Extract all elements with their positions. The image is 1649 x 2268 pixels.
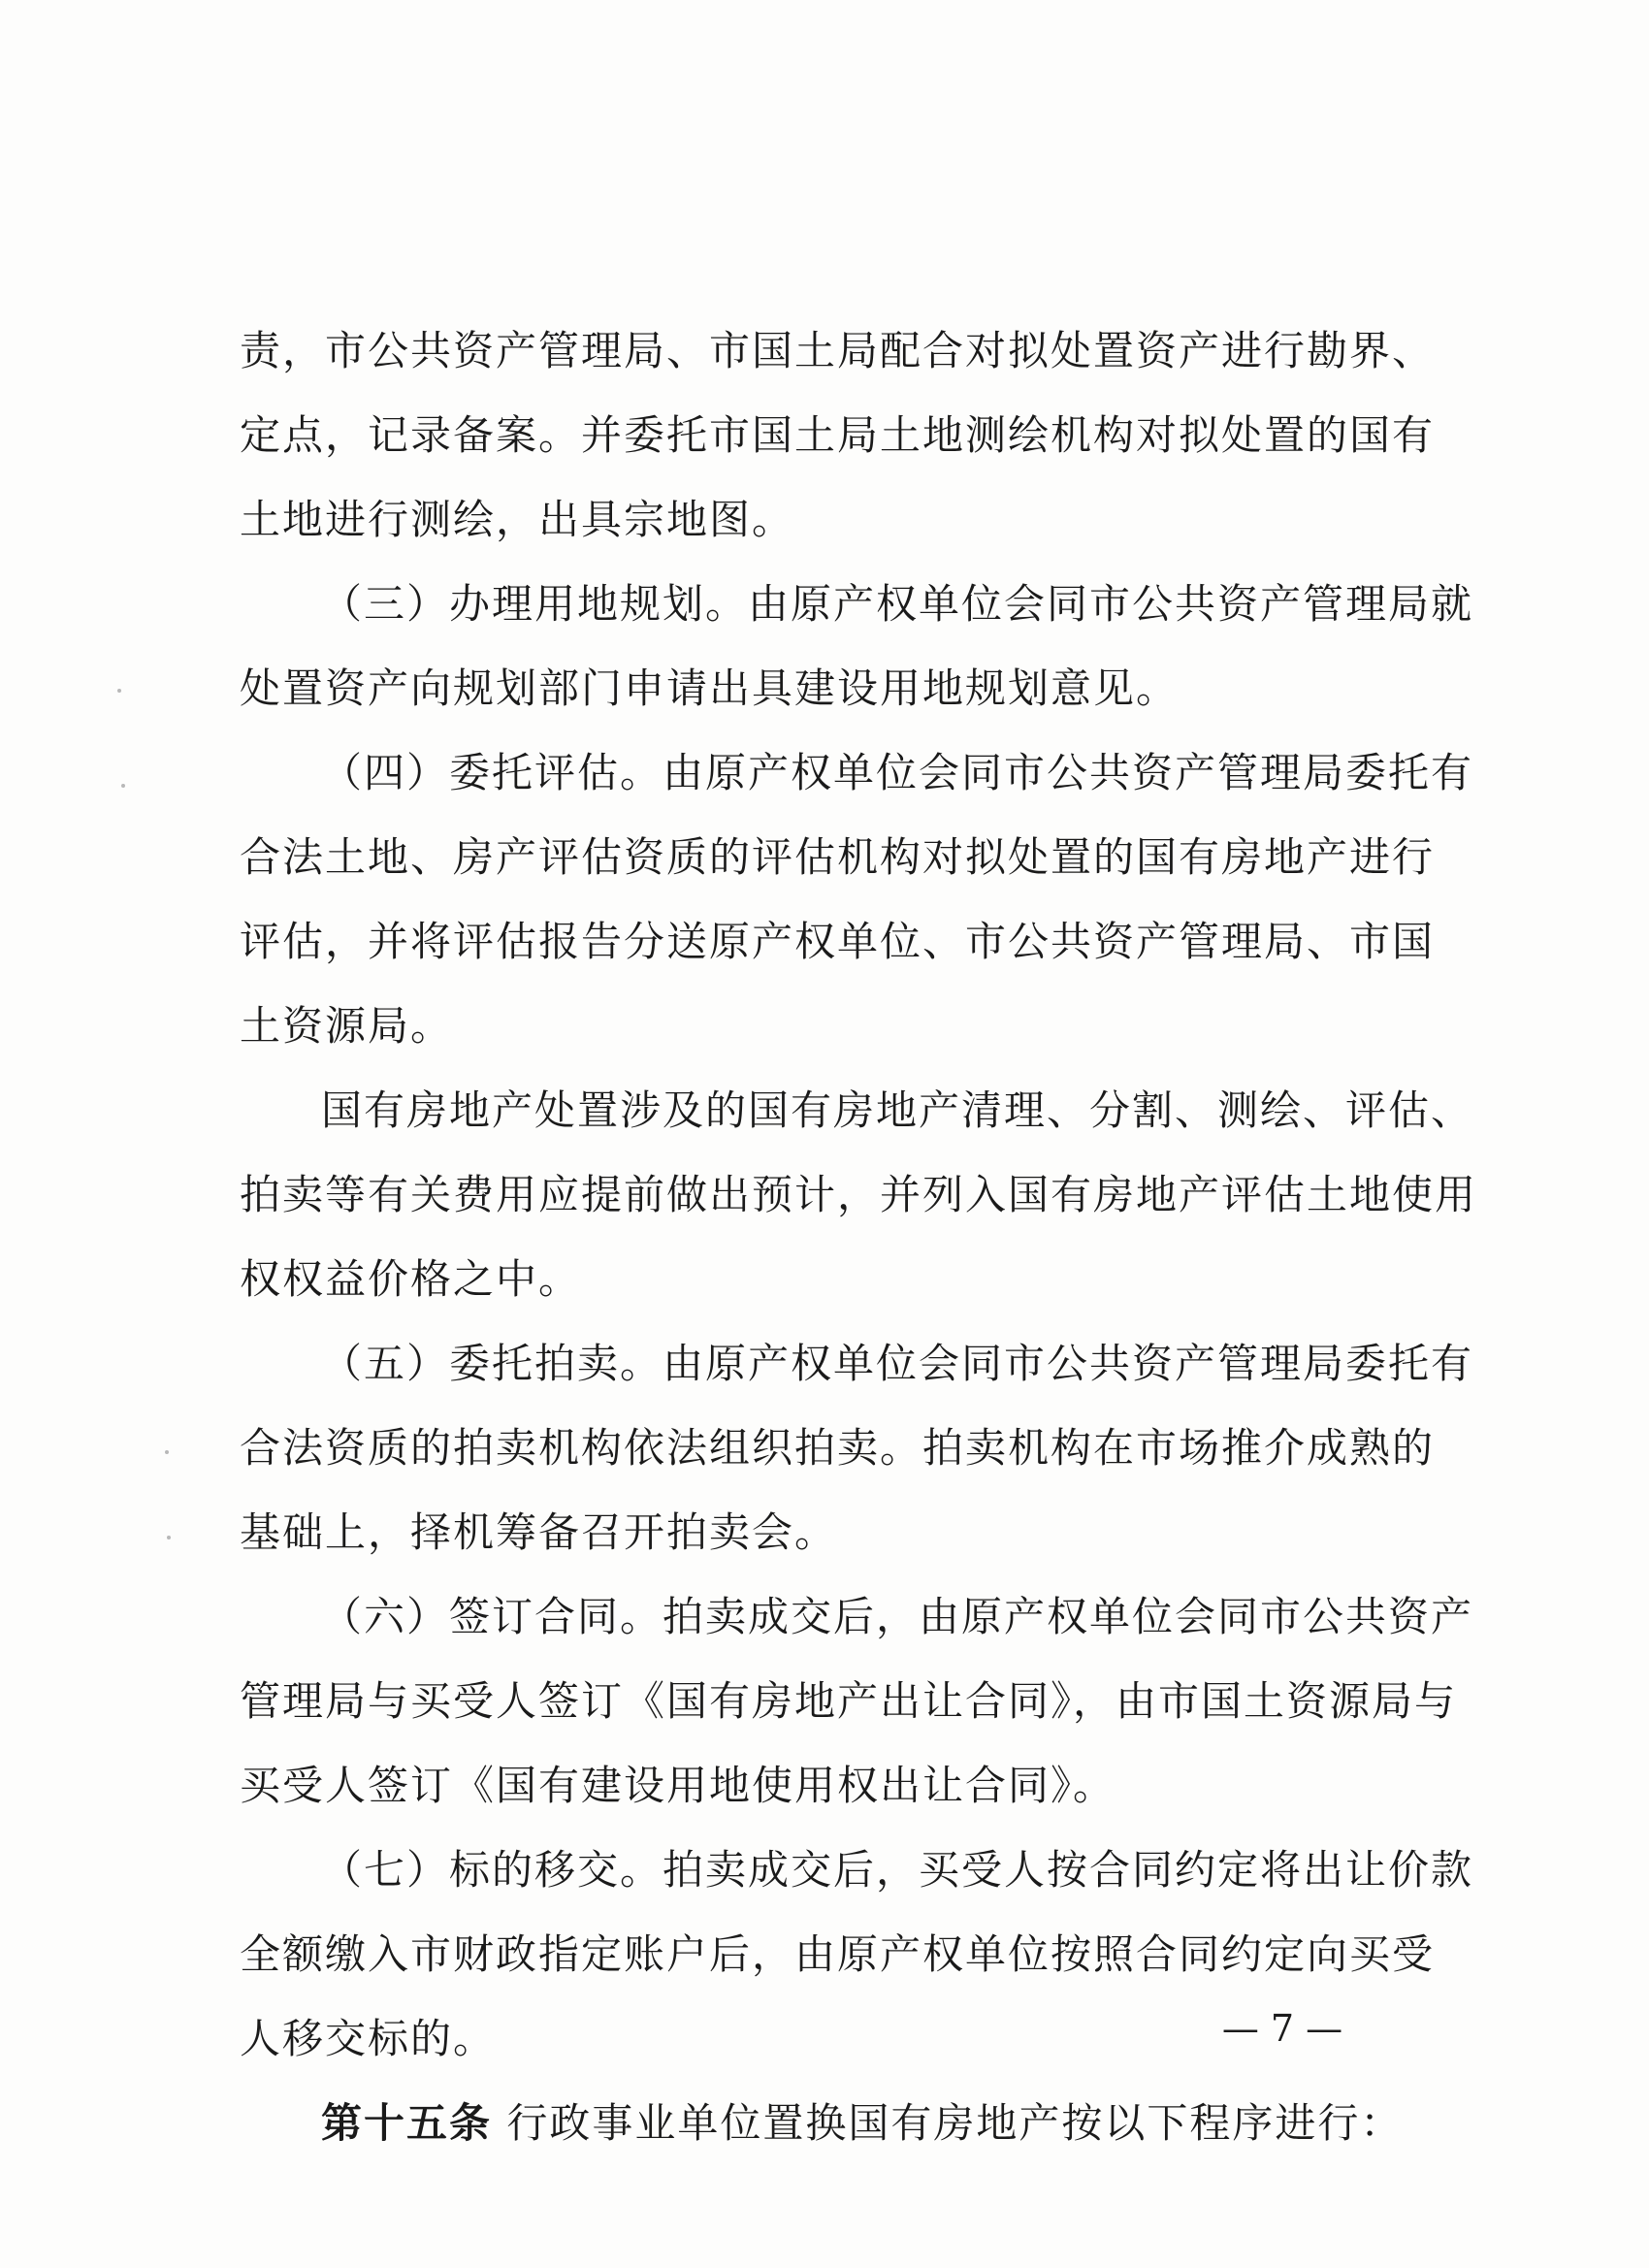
article-heading: 第十五条 <box>321 2099 493 2147</box>
text-line: 拍卖等有关费用应提前做出预计，并列入国有房地产评估土地使用 <box>240 1171 1478 1218</box>
text-line: （六）签订合同。拍卖成交后，由原产权单位会同市公共资产 <box>321 1593 1474 1640</box>
scan-speck <box>121 784 125 788</box>
text-line: 基础上，择机筹备召开拍卖会。 <box>240 1508 838 1556</box>
body-text <box>240 308 1478 2165</box>
text-line: 定点，记录备案。并委托市国土局土地测绘机构对拟处置的国有 <box>240 411 1436 459</box>
text-line: 全额缴入市财政指定账户后，由原产权单位按照合同约定向买受 <box>240 1930 1436 1978</box>
scan-speck <box>117 689 121 693</box>
page-number: — 7 — <box>1221 2007 1343 2050</box>
text-line: 合法土地、房产评估资质的评估机构对拟处置的国有房地产进行 <box>240 833 1436 881</box>
text-line: （七）标的移交。拍卖成交后，买受人按合同约定将出让价款 <box>321 1846 1474 1894</box>
text-line: 权权益价格之中。 <box>240 1255 582 1303</box>
text-line: 评估，并将评估报告分送原产权单位、市公共资产管理局、市国 <box>240 918 1436 965</box>
text-line: 土地进行测绘，出具宗地图。 <box>240 496 795 543</box>
text-line: 人移交标的。 <box>240 2015 497 2062</box>
text-line: 买受人签订《国有建设用地使用权出让合同》。 <box>240 1762 1116 1809</box>
article-text: 行政事业单位置换国有房地产按以下程序进行： <box>506 2099 1404 2147</box>
article-line <box>240 2081 1404 2165</box>
scan-speck <box>167 1536 171 1539</box>
text-line: （三）办理用地规划。由原产权单位会同市公共资产管理局就 <box>321 580 1474 628</box>
text-line: 合法资质的拍卖机构依法组织拍卖。拍卖机构在市场推介成熟的 <box>240 1424 1436 1472</box>
text-line: 处置资产向规划部门申请出具建设用地规划意见。 <box>240 664 1180 712</box>
text-line: 责，市公共资产管理局、市国土局配合对拟处置资产进行勘界、 <box>240 327 1436 374</box>
text-line: 管理局与买受人签订《国有房地产出让合同》，由市国土资源局与 <box>240 1677 1458 1725</box>
scan-speck <box>165 1450 169 1454</box>
text-line: （五）委托拍卖。由原产权单位会同市公共资产管理局委托有 <box>321 1340 1474 1387</box>
text-line: 国有房地产处置涉及的国有房地产清理、分割、测绘、评估、 <box>321 1086 1474 1134</box>
text-line: （四）委托评估。由原产权单位会同市公共资产管理局委托有 <box>321 749 1474 796</box>
text-line: 土资源局。 <box>240 1002 454 1050</box>
